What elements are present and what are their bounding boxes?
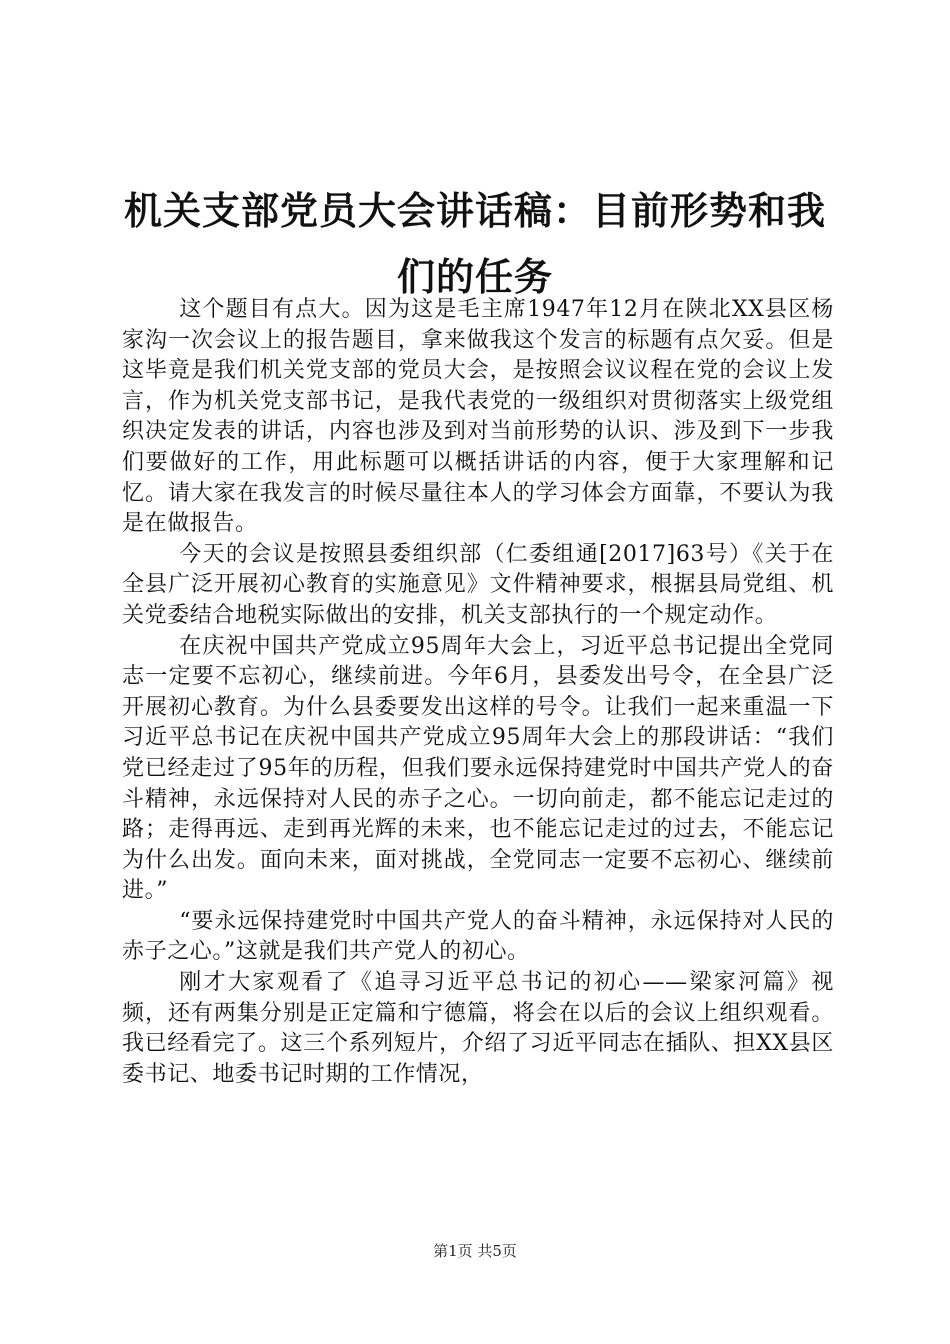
paragraph-3: 在庆祝中国共产党成立95周年大会上，习近平总书记提出全党同志一定要不忘初心，继续前进。今年6月，县委发出号令，在全县广泛开展初心教育。为什么县委要发出这样的号令。让我们一起来重温一下习近平总书记在庆祝中国共产党成立95周年大会上的那段讲话：“我们党已经走过了95年的历程，但我们要永远保持建党时中国共产党人的奋斗精神，永远保持对人民的赤子之心。一切向前走，都不能忘记走过的路；走得再远、走到再光辉的未来，也不能忘记走过的过去，不能忘记为什么出发。面向未来，面对挑战，全党同志一定要不忘初心、继续前进。” [122, 633, 834, 904]
page-number-footer: 第1页 共5页 [433, 1242, 517, 1260]
paragraph-1: 这个题目有点大。因为这是毛主席1947年12月在陕北XX县区杨家沟一次会议上的报告题目，拿来做我这个发言的标题有点欠妥。但是这毕竟是我们机关党支部的党员大会，是按照会议议程在党的会议上发言，作为机关党支部书记，是我代表党的一级组织对贯彻落实上级党组织决定发表的讲话，内容也涉及到对当前形势的认识、涉及到下一步我们要做好的工作，用此标题可以概括讲话的内容，便于大家理解和记忆。请大家在我发言的时候尽量往本人的学习体会方面靠，不要认为我是在做报告。 [122, 297, 834, 537]
paragraph-2: 今天的会议是按照县委组织部（仁委组通[2017]63号）《关于在全县广泛开展初心教育的实施意见》文件精神要求，根据县局党组、机关党委结合地税实际做出的安排，机关支部执行的一个规定动作。 [122, 541, 834, 628]
paragraph-5: 刚才大家观看了《追寻习近平总书记的初心——梁家河篇》视频，还有两集分别是正定篇和宁德篇，将会在以后的会议上组织观看。我已经看完了。这三个系列短片，介绍了习近平同志在插队、担XX县区委书记、地委书记时期的工作情况， [122, 970, 834, 1087]
document-body [122, 295, 834, 1090]
paragraph-4: “要永远保持建党时中国共产党人的奋斗精神，永远保持对人民的赤子之心。”这就是我们共产党人的初心。 [122, 908, 834, 965]
document-title: 机关支部党员大会讲话稿：目前形势和我们的任务 [123, 189, 826, 299]
